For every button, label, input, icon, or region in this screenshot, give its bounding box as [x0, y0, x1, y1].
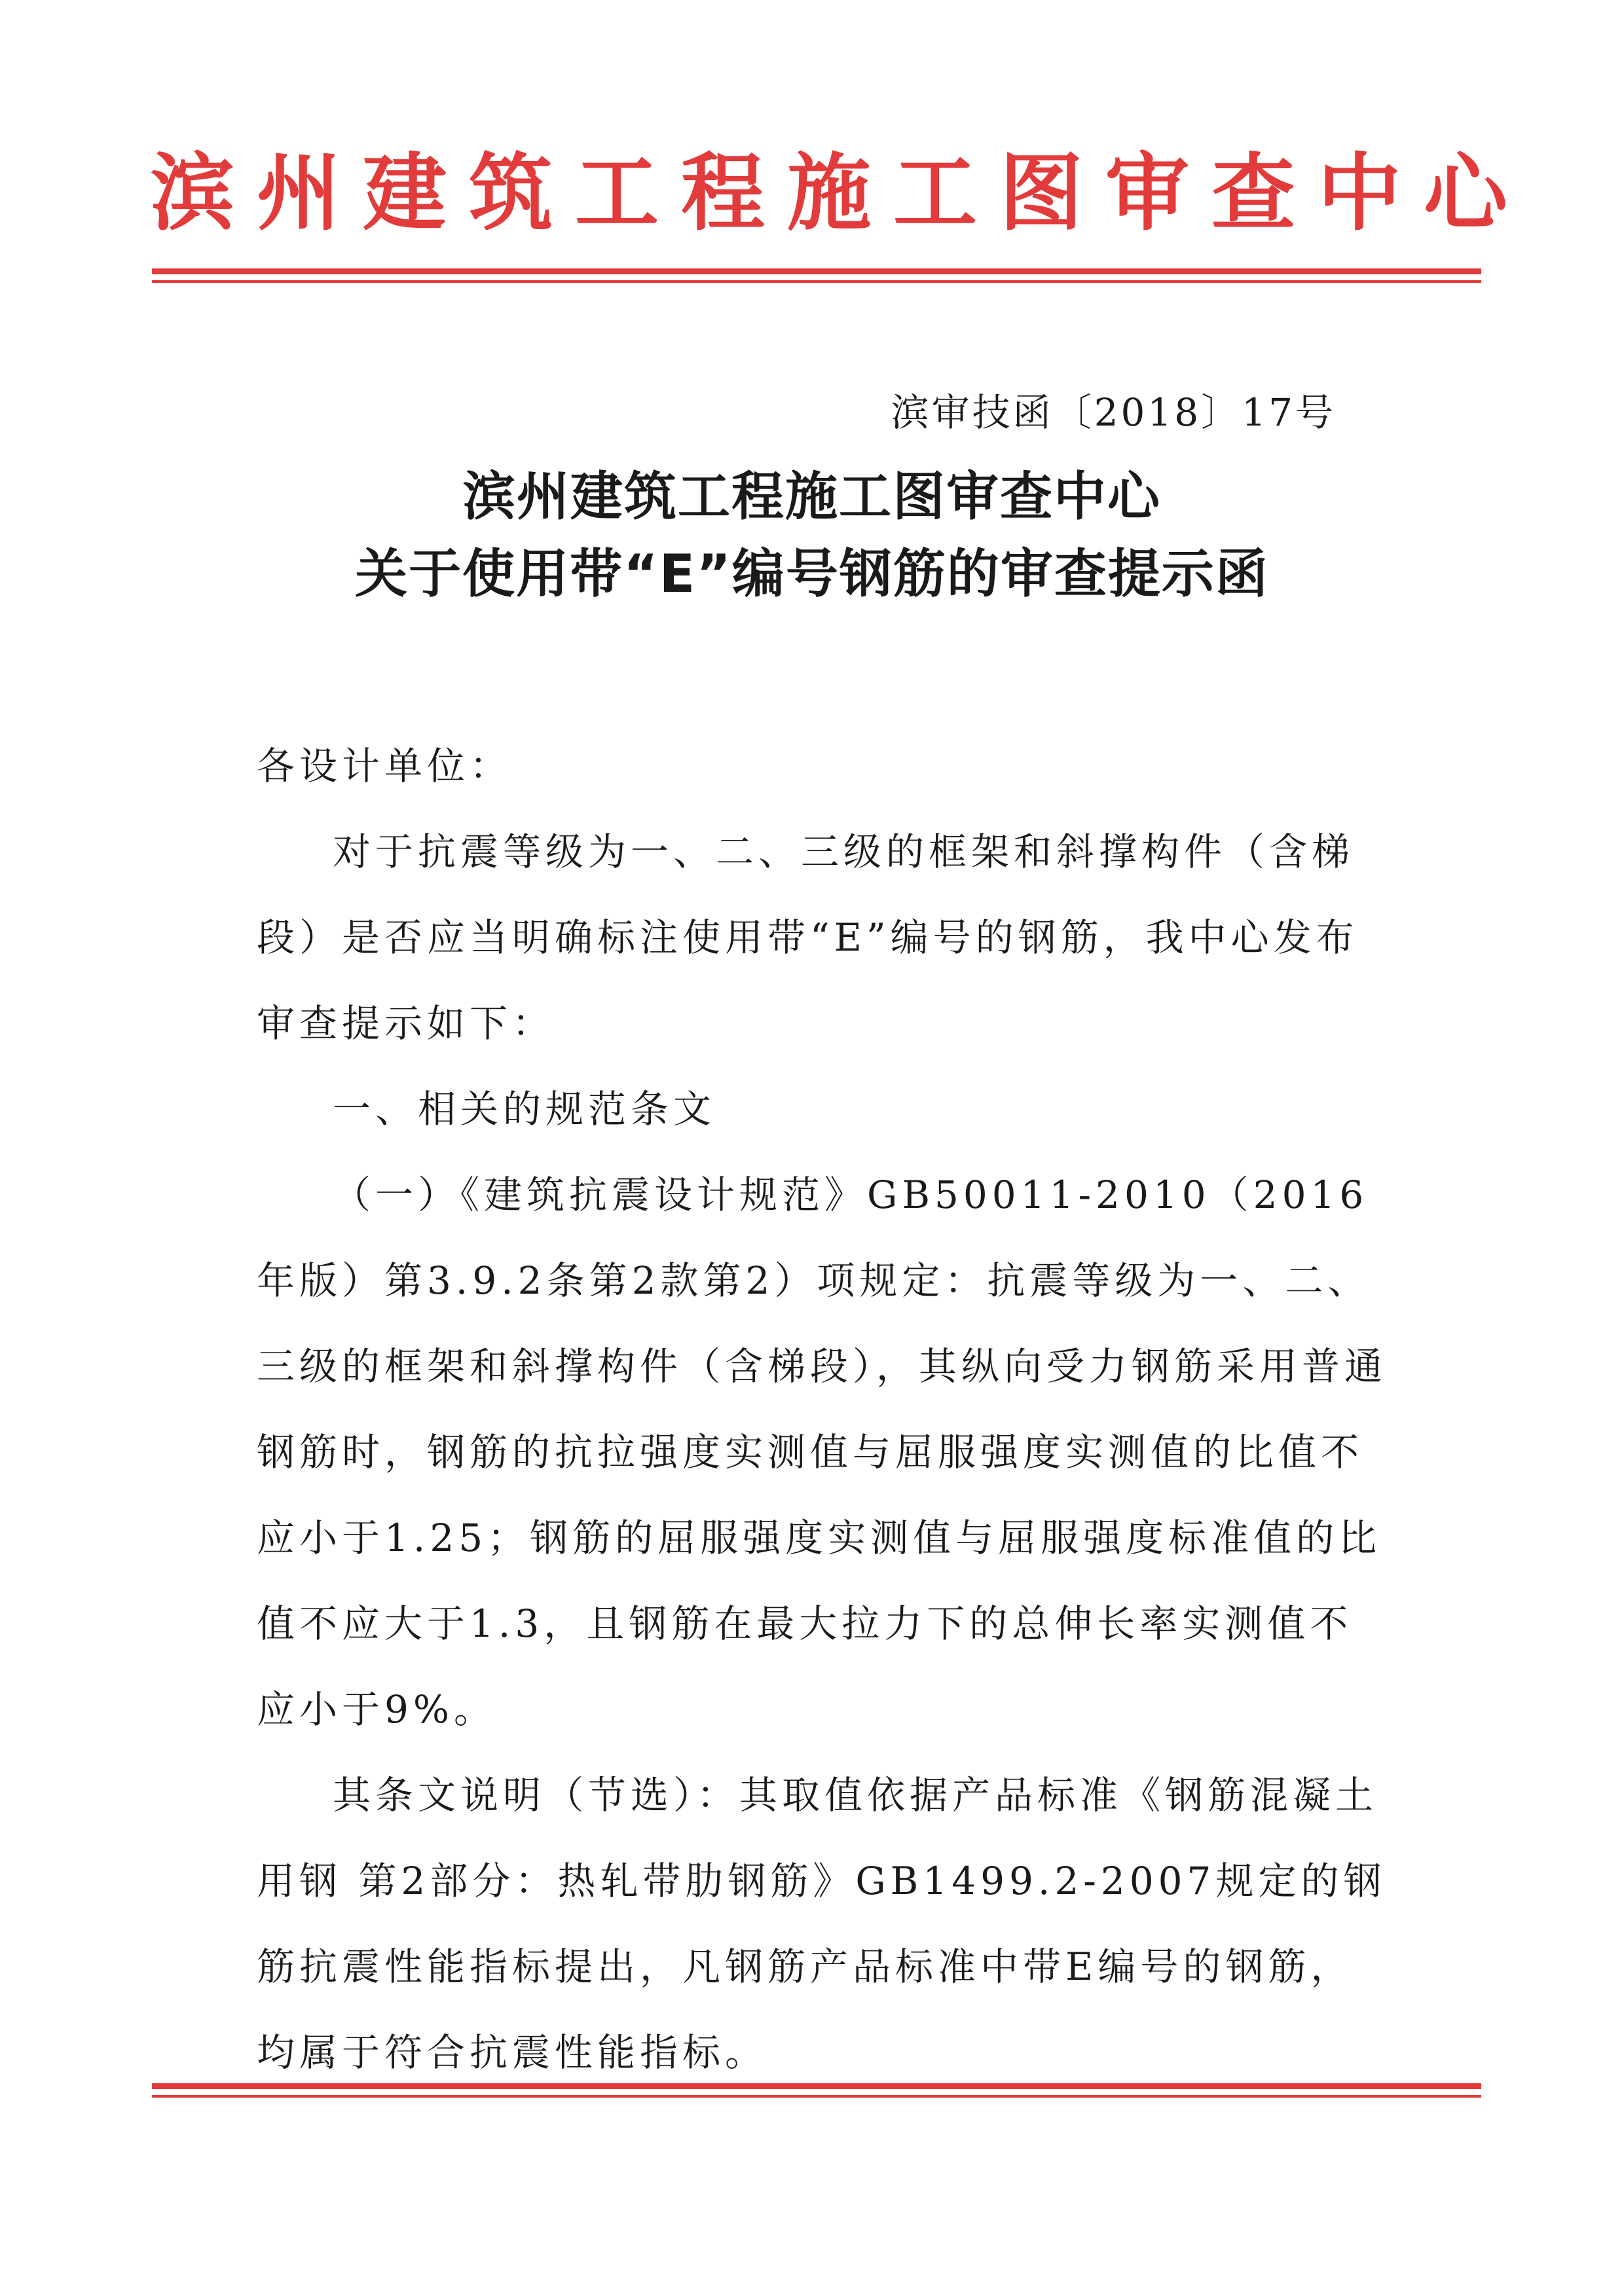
footer-rule-thin — [152, 2095, 1481, 2098]
document-body — [257, 723, 1390, 2096]
salutation: 各设计单位： — [257, 744, 513, 788]
masthead-title: 滨州建筑工程施工图审查中心 — [151, 144, 1530, 242]
document-title — [196, 458, 1428, 613]
footer-rule-thick — [152, 2083, 1481, 2089]
title-line-2: 关于使用带“E”编号钢筋的审查提示函 — [355, 543, 1269, 604]
document-number: 滨审技函〔2018〕17号 — [891, 390, 1336, 435]
intro-paragraph: 对于抗震等级为一、二、三级的框架和斜撑构件（含梯段）是否应当明确标注使用带“E”编号的钢筋，我中心发布审查提示如下： — [257, 829, 1359, 1046]
clause-paragraph: （一）《建筑抗震设计规范》GB50011-2010（2016年版）第3.9.2条第2款第2）项规定：抗震等级为一、二、三级的框架和斜撑构件（含梯段），其纵向受力钢筋采用普通钢筋时，钢筋的抗拉强度实测值与屈服强度实测值的比值不应小于1.25；钢筋的屈服强度实测值与屈服强度标准值的比值不应大于1.3，且钢筋在最大拉力下的总伸长率实测值不应小于9%。 — [257, 1173, 1388, 1732]
masthead-rule-thin — [152, 280, 1481, 283]
section-heading: 一、相关的规范条文 — [333, 1087, 716, 1131]
clause-explanation-paragraph: 其条文说明（节选）：其取值依据产品标准《钢筋混凝土用钢 第2部分：热轧带肋钢筋》GB1499.2-2007规定的钢筋抗震性能指标提出，凡钢筋产品标准中带E编号的钢筋，均属于符合抗震性能指标。 — [257, 1773, 1386, 2075]
masthead-rule-thick — [152, 268, 1481, 274]
title-line-1: 滨州建筑工程施工图审查中心 — [463, 466, 1161, 527]
